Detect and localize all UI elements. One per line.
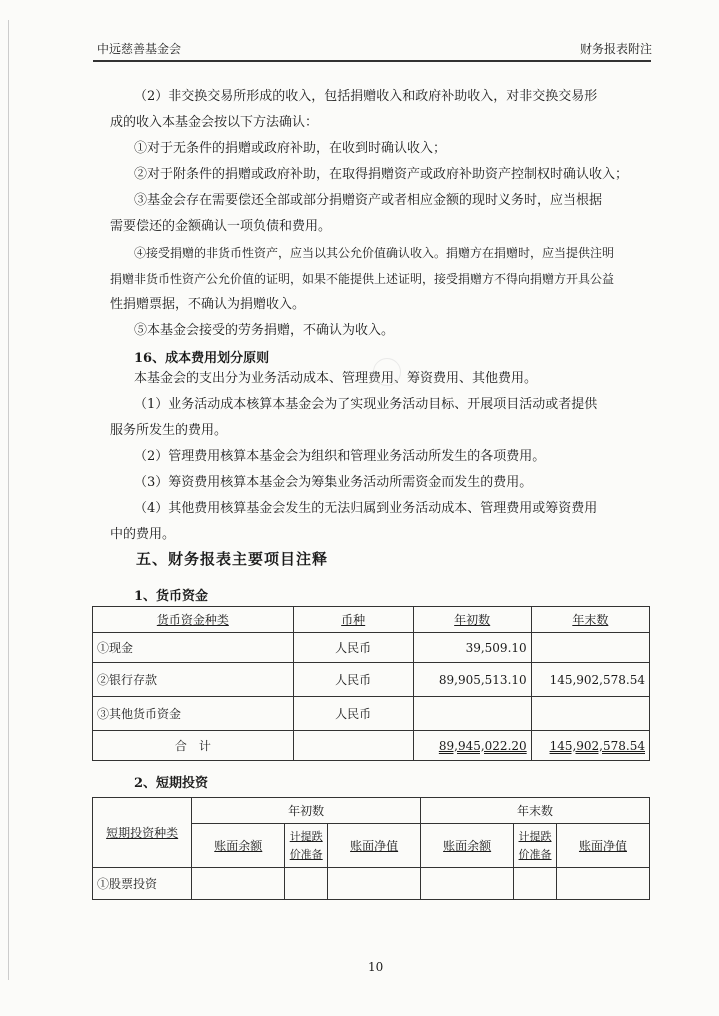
table-cell: 89,905,513.10 <box>413 663 531 697</box>
table-header-cell <box>293 607 413 633</box>
header-text: 货币资金种类 <box>156 613 229 627</box>
table-header-cell <box>421 824 514 868</box>
para-line: 性捐赠票据，不确认为捐赠收入。 <box>110 297 306 312</box>
faint-stamp <box>373 358 401 386</box>
cash-title: 1、货币资金 <box>134 589 209 604</box>
table-row <box>93 663 650 697</box>
table-header-cell: 年初数 <box>192 798 421 824</box>
para-line: （3）筹资费用核算本基金会为筹集业务活动所需资金而发生的费用。 <box>134 475 533 490</box>
table-row <box>93 697 650 731</box>
header-text: 账面净值 <box>350 839 399 853</box>
para-line: ③基金会存在需要偿还全部或部分捐赠资产或者相应金额的现时义务时，应当根据 <box>134 193 603 208</box>
table-header-cell <box>531 607 649 633</box>
header-section: 财务报表附注 <box>580 42 653 56</box>
table-header-cell <box>192 824 285 868</box>
para-line: 中的费用。 <box>110 527 176 542</box>
header-text: 币种 <box>341 613 366 627</box>
invest-table <box>92 797 650 900</box>
table-cell <box>556 868 649 900</box>
table-cell: ②银行存款 <box>93 663 294 697</box>
table-cell <box>285 868 328 900</box>
table-header-row <box>93 607 650 633</box>
para-line: ②对于附条件的捐赠或政府补助，在取得捐赠资产或政府补助资产控制权时确认收入； <box>134 167 629 182</box>
para-line: （4）其他费用核算基金会发生的无法归属到业务活动成本、管理费用或筹资费用 <box>134 501 598 516</box>
table-cell: ①现金 <box>93 633 294 663</box>
table-header-cell: 年末数 <box>421 798 650 824</box>
table-cell: 145,902,578.54 <box>531 663 649 697</box>
table-cell <box>421 868 514 900</box>
table-header-cell <box>93 798 192 868</box>
table-cell <box>531 633 649 663</box>
table-cell: ③其他货币资金 <box>93 697 294 731</box>
para-line: （2）管理费用核算本基金会为组织和管理业务活动所发生的各项费用。 <box>134 449 546 464</box>
table-cell <box>293 731 413 761</box>
table-cell: 合 计 <box>93 731 294 761</box>
page-number: 10 <box>368 960 384 974</box>
table-cell <box>413 697 531 731</box>
header-text: 年初数 <box>454 613 491 627</box>
para-line: ④接受捐赠的非货币性资产，应当以其公允价值确认收入。捐赠方在捐赠时，应当提供注明 <box>134 246 615 260</box>
para-line: 成的收入本基金会按以下方法确认： <box>110 115 319 130</box>
para-line: ①对于无条件的捐赠或政府补助，在收到时确认收入； <box>134 141 447 156</box>
header-rule <box>93 60 651 62</box>
total-end: 145,902,578.54 <box>549 738 645 753</box>
para-line: （1）业务活动成本核算本基金会为了实现业务活动目标、开展项目活动或者提供 <box>134 397 598 412</box>
header-text: 账面余额 <box>214 839 263 853</box>
table-cell <box>413 731 531 761</box>
header-text: 计提跌价准备 <box>289 829 323 861</box>
table-cell: 人民币 <box>293 697 413 731</box>
table-row <box>93 868 650 900</box>
section-16-title: 16、成本费用划分原则 <box>134 351 270 366</box>
table-cell: 39,509.10 <box>413 633 531 663</box>
header-text: 年末数 <box>572 613 609 627</box>
scan-margin-line <box>8 20 9 980</box>
table-row <box>93 633 650 663</box>
para-line: ⑤本基金会接受的劳务捐赠，不确认为收入。 <box>134 323 395 338</box>
table-cell: 人民币 <box>293 663 413 697</box>
table-header-cell <box>93 607 294 633</box>
header-text: 账面净值 <box>578 839 627 853</box>
table-header-cell <box>514 824 557 868</box>
table-cell: 人民币 <box>293 633 413 663</box>
section-5-title: 五、财务报表主要项目注释 <box>136 550 329 568</box>
para-line: 需要偿还的金额确认一项负债和费用。 <box>110 219 332 234</box>
table-cell <box>531 731 649 761</box>
header-text: 账面余额 <box>443 839 492 853</box>
table-header-cell <box>328 824 421 868</box>
table-header-row <box>93 798 650 824</box>
table-total-row <box>93 731 650 761</box>
table-header-cell <box>556 824 649 868</box>
para-line: （2）非交换交易所形成的收入，包括捐赠收入和政府补助收入，对非交换交易形 <box>134 89 598 104</box>
header-text: 短期投资种类 <box>106 826 179 840</box>
header-text: 计提跌价准备 <box>518 829 552 861</box>
table-cell <box>531 697 649 731</box>
para-line: 服务所发生的费用。 <box>110 423 228 438</box>
invest-title: 2、短期投资 <box>134 776 209 791</box>
header-org: 中远慈善基金会 <box>97 42 182 56</box>
cash-table <box>92 606 650 761</box>
para-line: 本基金会的支出分为业务活动成本、管理费用、筹资费用、其他费用。 <box>134 371 538 386</box>
table-header-cell <box>285 824 328 868</box>
table-cell: ①股票投资 <box>93 868 192 900</box>
table-cell <box>514 868 557 900</box>
total-begin: 89,945,022.20 <box>438 738 527 753</box>
para-line: 捐赠非货币性资产公允价值的证明，如果不能提供上述证明，接受捐赠方不得向捐赠方开具公益 <box>110 272 615 286</box>
table-header-cell <box>413 607 531 633</box>
table-cell <box>192 868 285 900</box>
table-cell <box>328 868 421 900</box>
